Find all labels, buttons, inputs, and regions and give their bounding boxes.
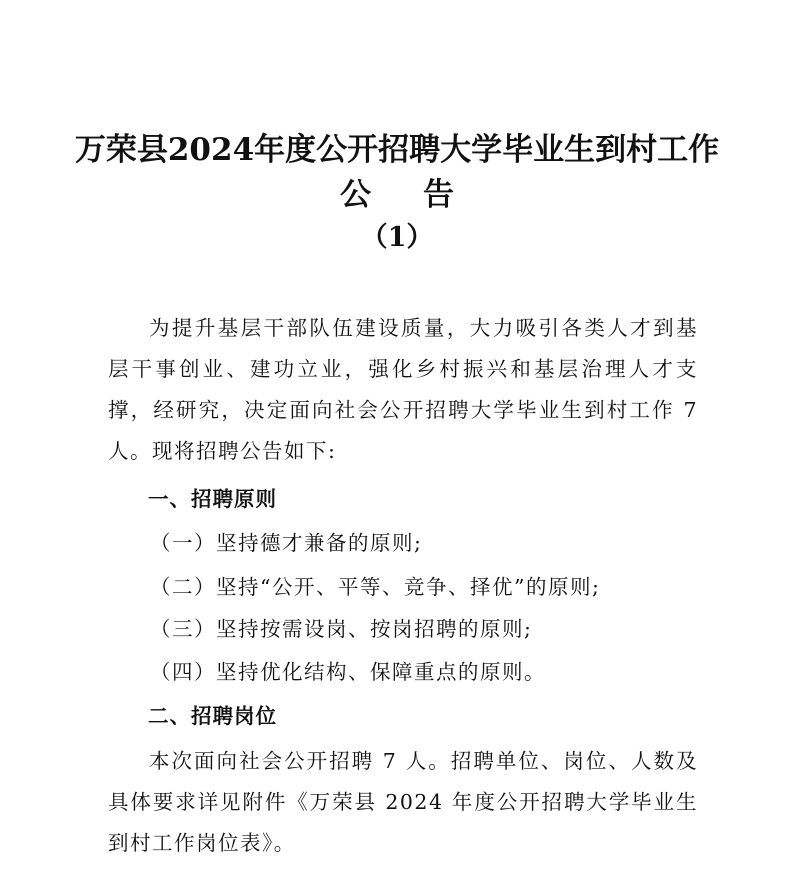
document-title: 万荣县2024年度公开招聘大学毕业生到村工作 bbox=[74, 132, 720, 168]
principle-item: （一）坚持德才兼备的原则; bbox=[150, 531, 423, 555]
section-heading-positions: 二、招聘岗位 bbox=[148, 704, 277, 728]
title-char-left: 公 bbox=[340, 177, 371, 213]
intro-paragraph: 为提升基层干部队伍建设质量，大力吸引各类人才到基层干事创业、建功立业，强化乡村振兴和基层治理人才支撑，经研究，决定面向社会公开招聘大学毕业生到村工作 7 人。现将招聘公告如下: bbox=[108, 316, 698, 463]
title-char-right: 告 bbox=[423, 177, 454, 213]
principle-item: （三）坚持按需设岗、按岗招聘的原则; bbox=[150, 617, 533, 641]
section-heading-principles: 一、招聘原则 bbox=[148, 487, 277, 511]
positions-paragraph: 本次面向社会公开招聘 7 人。招聘单位、岗位、人数及具体要求详见附件《万荣县 2024 年度公开招聘大学毕业生到村工作岗位表》。 bbox=[108, 749, 698, 855]
document-title-number: （1） bbox=[360, 222, 434, 253]
document-title-announcement bbox=[0, 173, 794, 217]
principle-item: （二）坚持“公开、平等、竞争、择优”的原则; bbox=[150, 575, 601, 599]
principle-item: （四）坚持优化结构、保障重点的原则。 bbox=[150, 660, 546, 684]
